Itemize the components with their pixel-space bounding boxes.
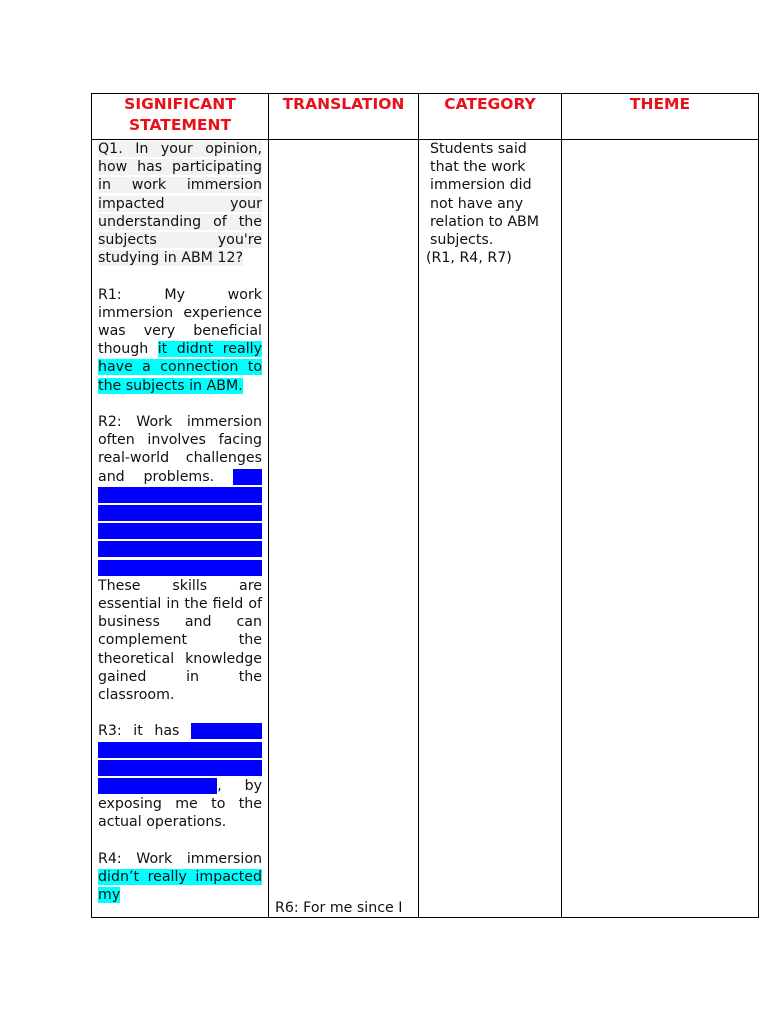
header-theme: THEME [562, 94, 759, 140]
category-text: Students said that the work immersion did not have any relation to ABM subjects. [430, 141, 540, 249]
category-cell [419, 140, 562, 918]
highlight-blue: This can help develop your problem-solving skills as you work to find solutions within a professional setting. [98, 468, 262, 576]
category-refs: (R1, R4, R7) [426, 250, 512, 267]
question-q1: Q1. In your opinion, how has participating in work immersion impacted your understanding of the subjects you're studying in ABM 12? [98, 141, 262, 267]
theme-cell [562, 140, 759, 918]
highlight-cyan: didn’t really impacted my [98, 869, 262, 904]
response-r1: R1: My work immersion experience was very beneficial though it didnt really have a connection to the subjects in ABM. [98, 286, 262, 394]
highlight-blue: deepened my understanding of some concepts that we're learning [98, 723, 262, 795]
response-r3: R3: it has deepened my understanding of some concepts that we're learning, by exposing me to the actual operations. [98, 723, 263, 831]
highlight-cyan: it didnt really have a connection to the subjects in ABM. [98, 341, 262, 394]
header-translation: TRANSLATION [269, 94, 419, 140]
translation-cell [269, 140, 419, 918]
table-header-row [92, 94, 759, 140]
translation-text: R6: For me since I [275, 900, 403, 916]
statement-cell [92, 140, 269, 918]
response-r2: R2: Work immersion often involves facing real-world challenges and problems. This can help develop your problem-solving skills as you work to find solutions within a professional setting. These skills are essential in the field of business and can complement the theoretical knowledge gained in the classroom. [98, 414, 262, 704]
response-r4: R4: Work immersion didn’t really impacted my [98, 850, 262, 904]
header-significant-statement: SIGNIFICANT STATEMENT [92, 94, 269, 140]
table-row [92, 140, 759, 918]
header-category: CATEGORY [419, 94, 562, 140]
analysis-table [91, 93, 759, 918]
